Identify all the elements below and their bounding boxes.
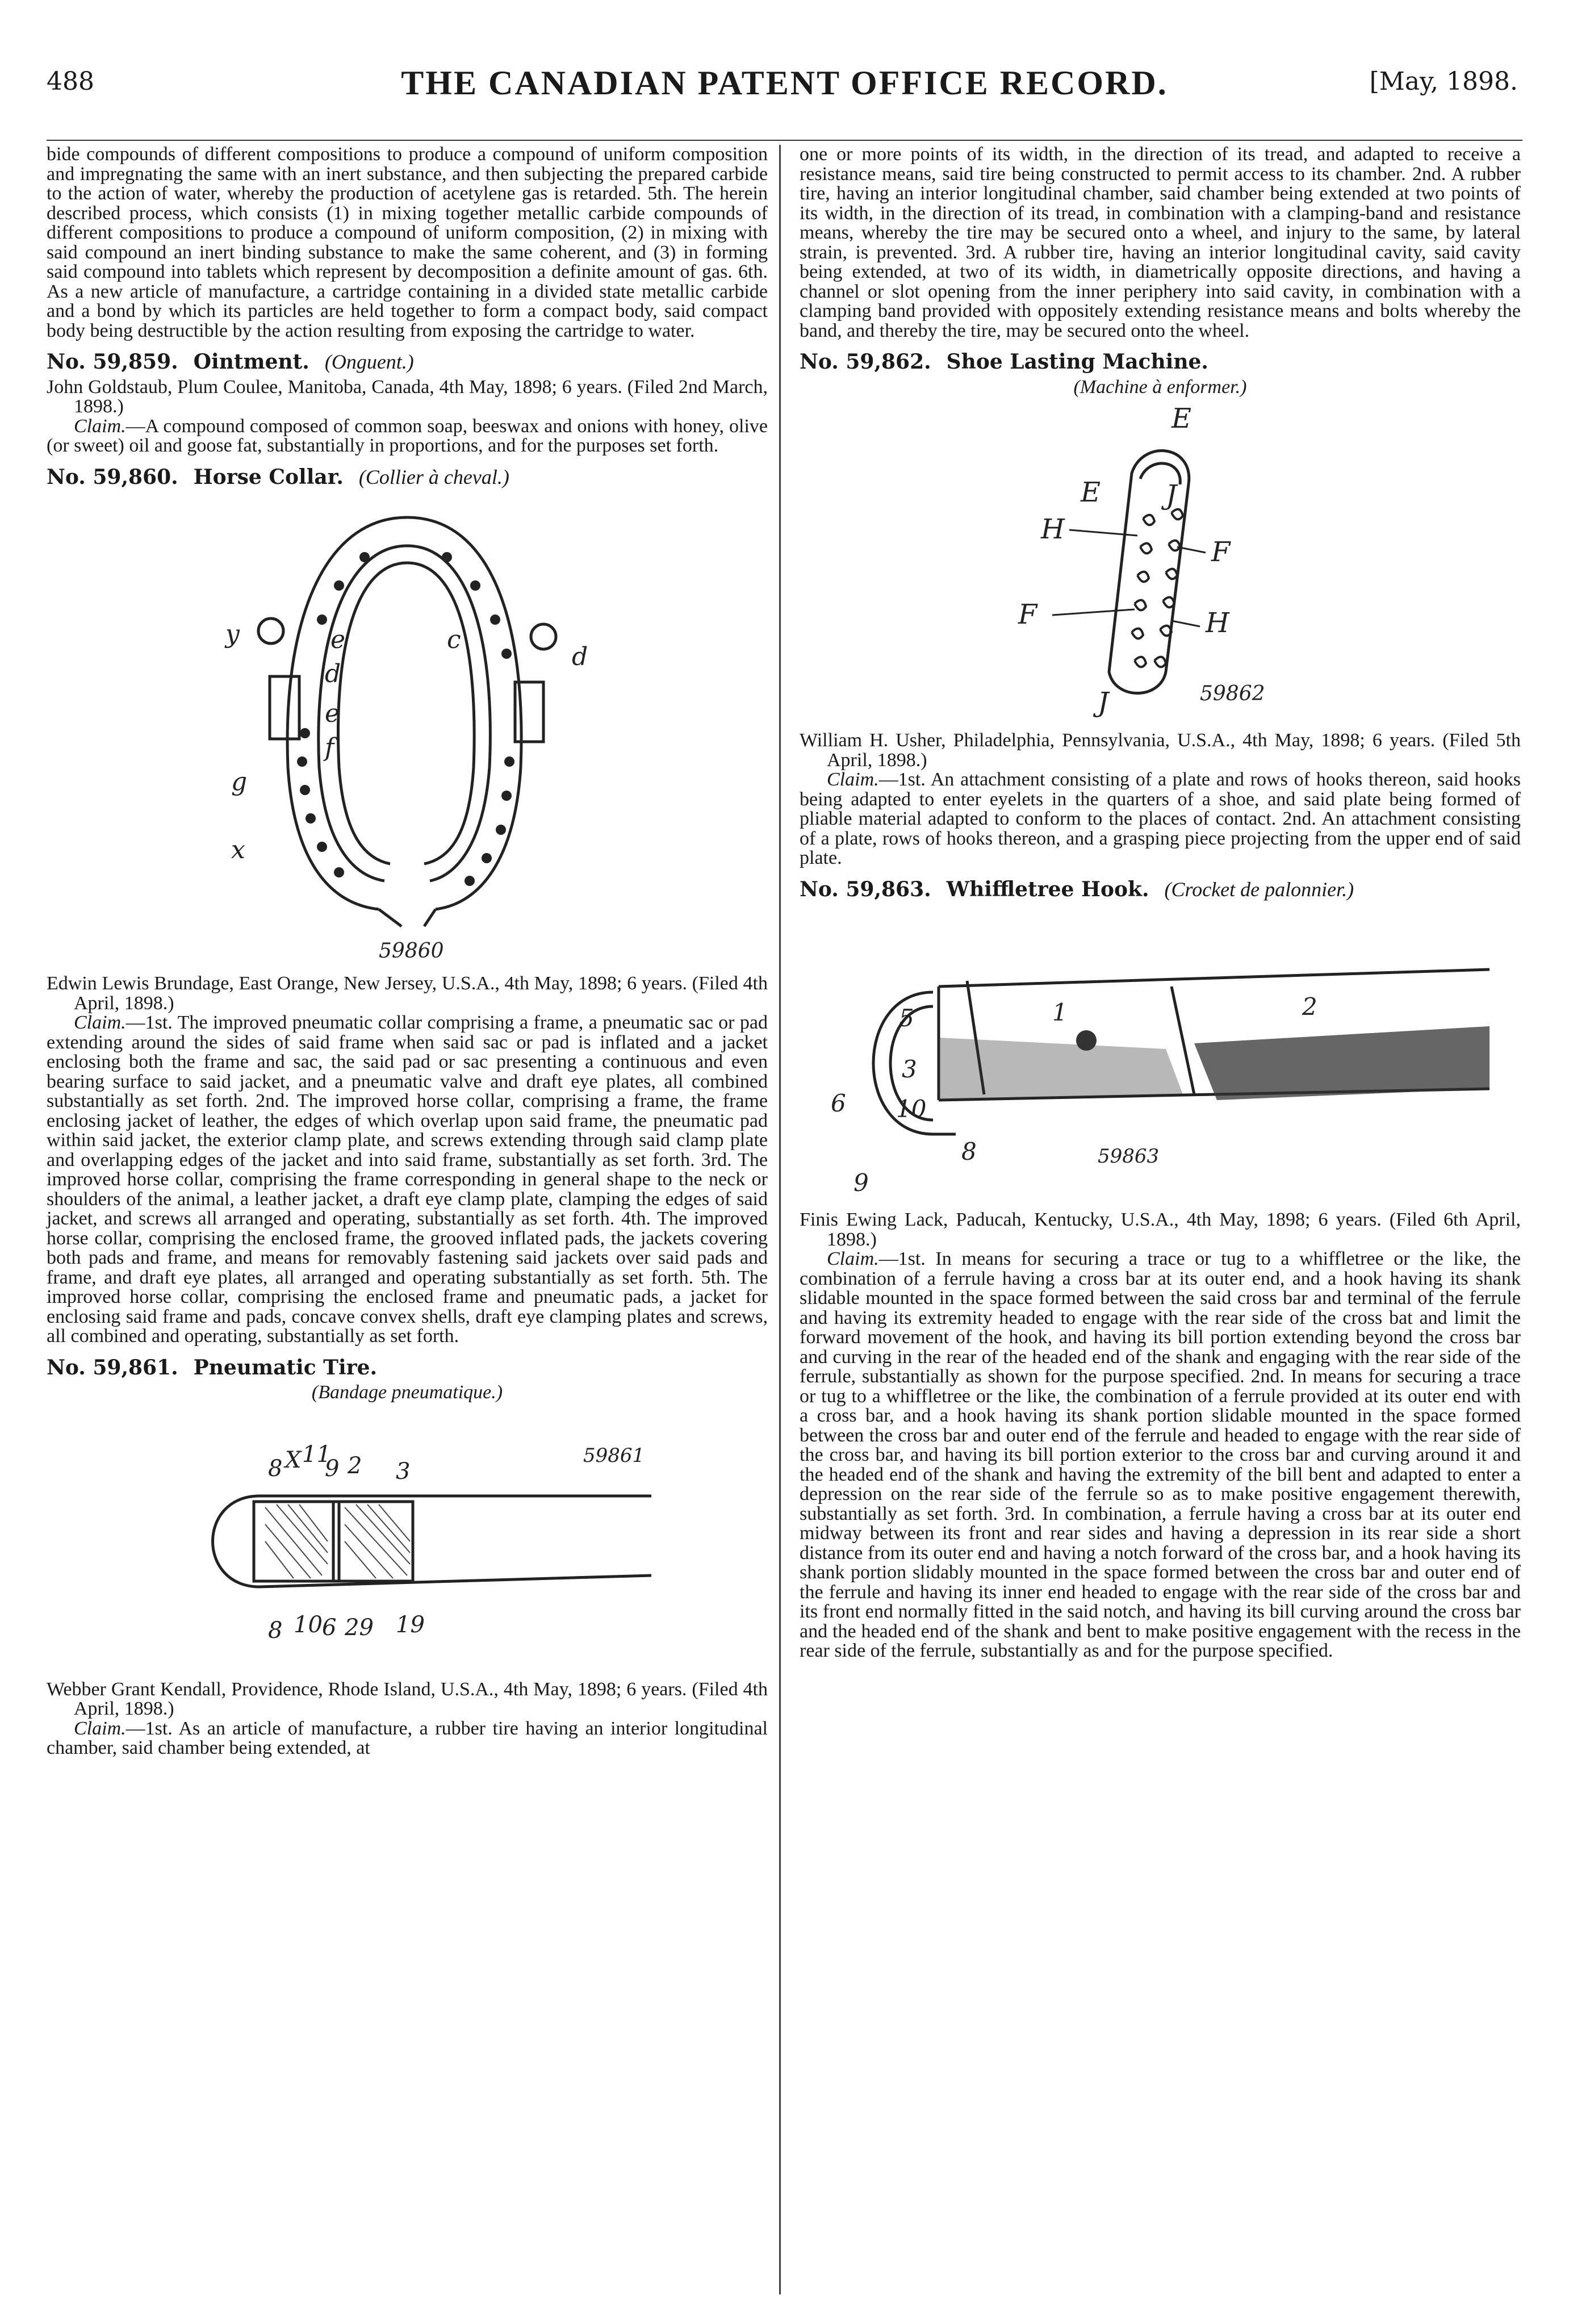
patent-claim [47,1719,768,1758]
patent-heading-59859 [47,352,768,372]
patent-inventor-info: William H. Usher, Philadelphia, Pennsylvania, U.S.A., 4th May, 1898; 6 years. (Filed 5th April, 1898.) [800,730,1521,771]
fig-label-2: 2 [1302,993,1317,1021]
fig-label-J: J [1166,479,1177,511]
fig-label-9: 9 [325,1455,340,1482]
fig-label-H: H [1041,513,1065,545]
left-column [47,145,768,1758]
page-number: 488 [47,67,94,96]
patent-number: No. 59,863. [800,877,931,901]
patent-title-french: (Machine à enformer.) [1073,376,1247,398]
fig-label-g: g [231,767,248,796]
patent-title: Whiffletree Hook. [946,877,1149,901]
fig-label-f: f [325,733,334,762]
header-rule [47,140,1522,141]
fig-label-E2: E [1081,476,1101,508]
patent-inventor-info: John Goldstaub, Plum Coulee, Manitoba, Canada, 4th May, 1898; 6 years. (Filed 2nd March, 1898.) [47,376,768,417]
fig-label-E: E [1171,405,1192,434]
patent-claim [800,1249,1521,1661]
fig-label-x: X [285,1447,302,1473]
claim-text: —A compound composed of common soap, beeswax and onions with honey, olive (or sweet) oil and goose fat, substantially in proportions, and for the purposes set forth. [47,415,768,456]
patent-number: No. 59,862. [800,350,931,374]
continued-claims-text: one or more points of its width, in the direction of its tread, and adapted to receive a resistance means, said tire being constructed to permit access to its chamber. 2nd. A rubber tire, having an interior longitudinal chamber, said chamber being extended at two points of its width, in the direction of its tread, in combination with a clamping-band and resistance means, whereby the tire may be secured onto a wheel, and injury to the same, by lateral strain, is prevented. 3rd. A rubber tire, having an interior longitudinal cavity, said cavity being extended, at two of its width, in diametrically opposite directions, and having a channel or slot opening from the inner periphery into said cavity, in combination with a clamping band provided with oppositely extending resistance means and bolts whereby the band, and thereby the tire, may be secured onto the wheel. [800,144,1521,341]
patent-inventor-info: Webber Grant Kendall, Providence, Rhode Island, U.S.A., 4th May, 1898; 6 years. (Filed 4th April, 1898.) [47,1678,768,1719]
claim-text: —1st. As an article of manufacture, a rubber tire having an interior longitudinal chamber, said chamber being extended, at [47,1717,768,1758]
patent-number: No. 59,861. [47,1355,178,1380]
fig-label-3: 3 [902,1055,917,1083]
claim-label: Claim. [74,1717,126,1739]
patent-claim [47,417,768,456]
journal-title: THE CANADIAN PATENT OFFICE RECORD. [401,64,1168,102]
fig-label-J2: J [1098,687,1109,718]
fig-label-29: 29 [345,1614,374,1641]
patent-title-french: (Bandage pneumatique.) [311,1382,503,1403]
fig-label-y: y [225,620,240,649]
issue-date: [May, 1898. [1369,67,1518,96]
patent-heading-59861 [47,1355,768,1380]
fig-label-e: e [330,625,346,654]
patent-heading-59863 [800,877,1521,901]
patent-number: No. 59,859. [47,350,178,374]
fig-label-F: F [1211,536,1231,568]
fig-label-3: 3 [396,1458,411,1485]
fig-label-c: c [447,625,461,654]
claim-text: —1st. In means for securing a trace or tug to a whiffletree or the like, the combination of a ferrule having a cross bar at its outer end, and a hook having its shank slidable mounted in the space formed between the said cross bar and terminal of the ferrule and having its extremity headed to engage with the rear side of the cross bat and limit the forward movement of the hook, and having its bill portion extending beyond the cross bar and curving in the rear of the headed end of the shank and engaging with the rear side of the ferrule, substantially as shown for the purpose specified. 2nd. In means for securing a trace or tug to a whiffletree or the like, the combination of a ferrule provided at its outer end with a cross bar, and a hook having its shank portion slidable mounted in the space formed between the cross bar and outer end of the ferrule and headed to engage with the rear side of the cross bar, and having its bill portion exterior to the cross bar and curving around it and the headed end of the shank and having the extremity of the bill bent and adapted to enter a depression on the rear side of the ferrule so as to make positive engagement therewith, substantially as set forth. 3rd. In combination, a ferrule having a cross bar at its outer end midway between its front and rear sides and having a depression in its rear side a short distance from its outer end and having a notch forward of the cross bar, and a hook having its shank portion slidably mounted in the space formed between the cross bar and outer end of the ferrule and having its inner end headed to engage with the rear side of the cross bar and its front end normally fitted in the said notch, and having its bill curving around the cross bar and the headed end of the shank and bent to make positive engagement with the recess in the rear side of the ferrule, substantially as and for the purpose specified. [800,1248,1521,1661]
claim-label: Claim. [74,415,126,437]
right-column [800,145,1521,1661]
fig-label-d2: d [572,642,588,671]
claim-label: Claim. [827,769,879,790]
claim-label: Claim. [827,1248,879,1269]
fig-label-5: 5 [899,1004,914,1032]
fig-label-d: d [325,659,341,688]
fig-label-2: 2 [348,1452,362,1479]
patent-title-french: (Crocket de palonnier.) [1164,877,1354,901]
fig-label-8: 8 [268,1455,283,1482]
patent-claim [47,1013,768,1347]
figure-number: 59860 [379,939,444,963]
horse-collar-figure [208,495,606,966]
fig-label-11: 11 [302,1441,331,1468]
figure-number: 59863 [1098,1145,1160,1168]
fig-label-8b: 8 [268,1617,283,1644]
fig-label-10: 10 [896,1095,927,1123]
figure-number: 59862 [1200,682,1265,705]
continued-claims-text: bide compounds of different compositions to produce a compound of uniform composition and impregnating the same with an inert substance, and then subjecting the prepared carbide to the action of water, whereby the production of acetylene gas is retarded. 5th. The herein described process, which consists (1) in mixing together metallic carbide compounds of different compositions to produce a compound of uniform composition, (2) in mixing with said compound an inert binding substance to make the same coherent, and (3) in forming said compound into tablets which represent by decomposition a definite amount of gas. 6th. As a new article of manufacture, a cartridge containing in a divided state metallic carbide and a bond by which its particles are held together to form a compact body, said compact body being destructible by the action resulting from exposing the cartridge to water. [47,144,768,341]
fig-label-6: 6 [831,1089,846,1117]
patent-title-french: (Collier à cheval.) [358,465,509,488]
claim-text: —1st. The improved pneumatic collar comprising a frame, a pneumatic sac or pad extending around the sides of said frame when said sac or pad is inflated and a jacket enclosing both the frame and sac, the said pad or sac presenting a continuous and even bearing surface to said jacket, and a pneumatic valve and draft eye plates, all combined substantially as set forth. 2nd. The improved horse collar, comprising a frame, the frame enclosing jacket of leather, the edges of which overlap upon said frame, the pneumatic pad within said jacket, the exterior clamp plate, and screws extending through said clamp plate and overlapping edges of the jacket and into said frame, substantially as set forth. 3rd. The improved horse collar, comprising the frame corresponding in general shape to the neck or shoulders of the animal, a leather jacket, a draft eye clamp plate, clamping the edges of said jacket, and screws all arranged and operating, substantially as set forth. 4th. The improved horse collar, comprising the enclosed frame, the grooved inflated pads, the jackets covering both pads and frame, and means for removably fastening said jackets over said pads and frame, and draft eye plates, all arranged and operating substantially as set forth. 5th. The improved horse collar, comprising the enclosed frame and pneumatic pads, a jacket for enclosing said frame and pads, concave convex shells, draft eye clamping plates and screws, all combined and operating, substantially as set forth. [47,1012,768,1347]
fig-label-e2: e [325,699,340,728]
patent-inventor-info: Edwin Lewis Brundage, East Orange, New Jersey, U.S.A., 4th May, 1898; 6 years. (Filed 4th April, 1898.) [47,973,768,1014]
patent-title: Shoe Lasting Machine. [946,350,1208,374]
whiffletree-hook-figure [819,907,1501,1202]
patent-inventor-info: Finis Ewing Lack, Paducah, Kentucky, U.S.A., 4th May, 1898; 6 years. (Filed 6th April, 1898.) [800,1209,1521,1250]
patent-claim [800,770,1521,868]
fig-label-H2: H [1206,607,1229,639]
shoe-lasting-figure [1001,405,1319,723]
patent-heading-59862 [800,352,1521,372]
patent-title-french: (Onguent.) [324,350,414,373]
claim-text: —1st. An attachment consisting of a plate and rows of hooks thereon, said hooks being adapted to enter eyelets in the quarters of a shoe, and said plate being formed of pliable material adapted to conform to the places of contact. 2nd. An attachment consisting of a plate, rows of hooks thereon, and a grasping piece projecting from the upper end of said plate. [800,769,1521,868]
patent-number: No. 59,860. [47,465,178,489]
claim-label: Claim. [74,1012,126,1033]
pneumatic-tire-figure [152,1411,663,1672]
fig-label-8: 8 [961,1138,977,1165]
fig-label-9: 9 [853,1169,869,1197]
fig-label-x: x [231,835,245,864]
patent-title: Ointment. [193,350,309,374]
patent-title: Pneumatic Tire. [193,1355,378,1380]
fig-label-19: 19 [396,1611,425,1638]
patent-title: Horse Collar. [193,465,344,489]
patent-heading-59860 [47,467,768,487]
fig-label-1: 1 [1052,998,1068,1026]
figure-number: 59861 [583,1444,645,1467]
fig-label-6: 6 [322,1614,337,1641]
fig-label-F2: F [1018,599,1037,630]
fig-label-10: 10 [294,1611,323,1638]
column-divider [779,145,781,2294]
